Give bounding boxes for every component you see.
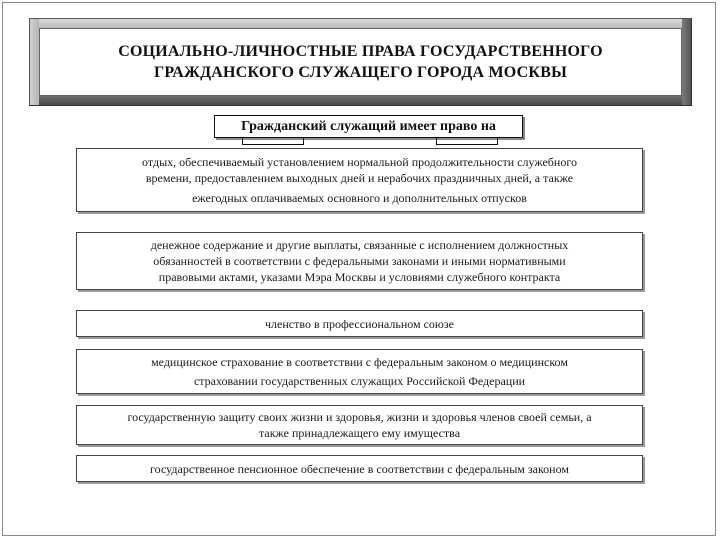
connector-bracket-left [242,137,304,145]
right-box-insurance-line-1: медицинское страхование в соответствии с федеральным законом о медицинском [151,355,568,369]
right-box-salary-line-2: обязанностей в соответствии с федеральными законами и иными нормативными [153,254,566,268]
right-box-insurance [76,349,643,394]
right-box-union [76,310,643,337]
right-box-salary-line-1: денежное содержание и другие выплаты, связанные с исполнением должностных [150,238,569,252]
right-box-protection-line-2: также принадлежащего ему имущества [258,426,461,440]
right-box-salary-line-3: правовыми актами, указами Мэра Москвы и условиями служебного контракта [158,270,561,284]
title-panel [39,28,682,96]
title-frame [29,18,692,106]
right-box-rest-line-1: отдых, обеспечиваемый установлением нормальной продолжительности служебного [142,155,577,169]
subject-box: Гражданский служащий имеет право на [214,115,523,138]
title-bevel-top [30,19,691,28]
connector-bracket-right [436,137,498,145]
right-box-pension [76,455,643,482]
title-bevel-bottom [30,96,691,105]
right-box-insurance-line-2: страховании государственных служащих Российской Федерации [193,374,526,388]
right-box-union-line-1: членство в профессиональном союзе [265,316,454,331]
right-box-protection-line-1: государственную защиту своих жизни и здоровья, жизни и здоровья членов своей семьи, а [127,410,592,424]
right-box-salary [76,232,643,290]
right-box-protection [76,405,643,445]
right-box-rest-line-3: ежегодных оплачиваемых основного и дополнительных отпусков [192,191,527,205]
right-box-pension-line-1: государственное пенсионное обеспечение в соответствии с федеральным законом [150,461,569,476]
title-line-2: ГРАЖДАНСКОГО СЛУЖАЩЕГО ГОРОДА МОСКВЫ [154,64,567,81]
right-box-rest-line-2: времени, предоставлением выходных дней и нерабочих праздничных дней, а также [145,171,574,185]
right-box-rest [76,148,643,212]
title-bevel-right [682,19,691,105]
title-bevel-left [30,19,39,105]
title-line-1: СОЦИАЛЬНО-ЛИЧНОСТНЫЕ ПРАВА ГОСУДАРСТВЕННОГО [118,43,603,60]
